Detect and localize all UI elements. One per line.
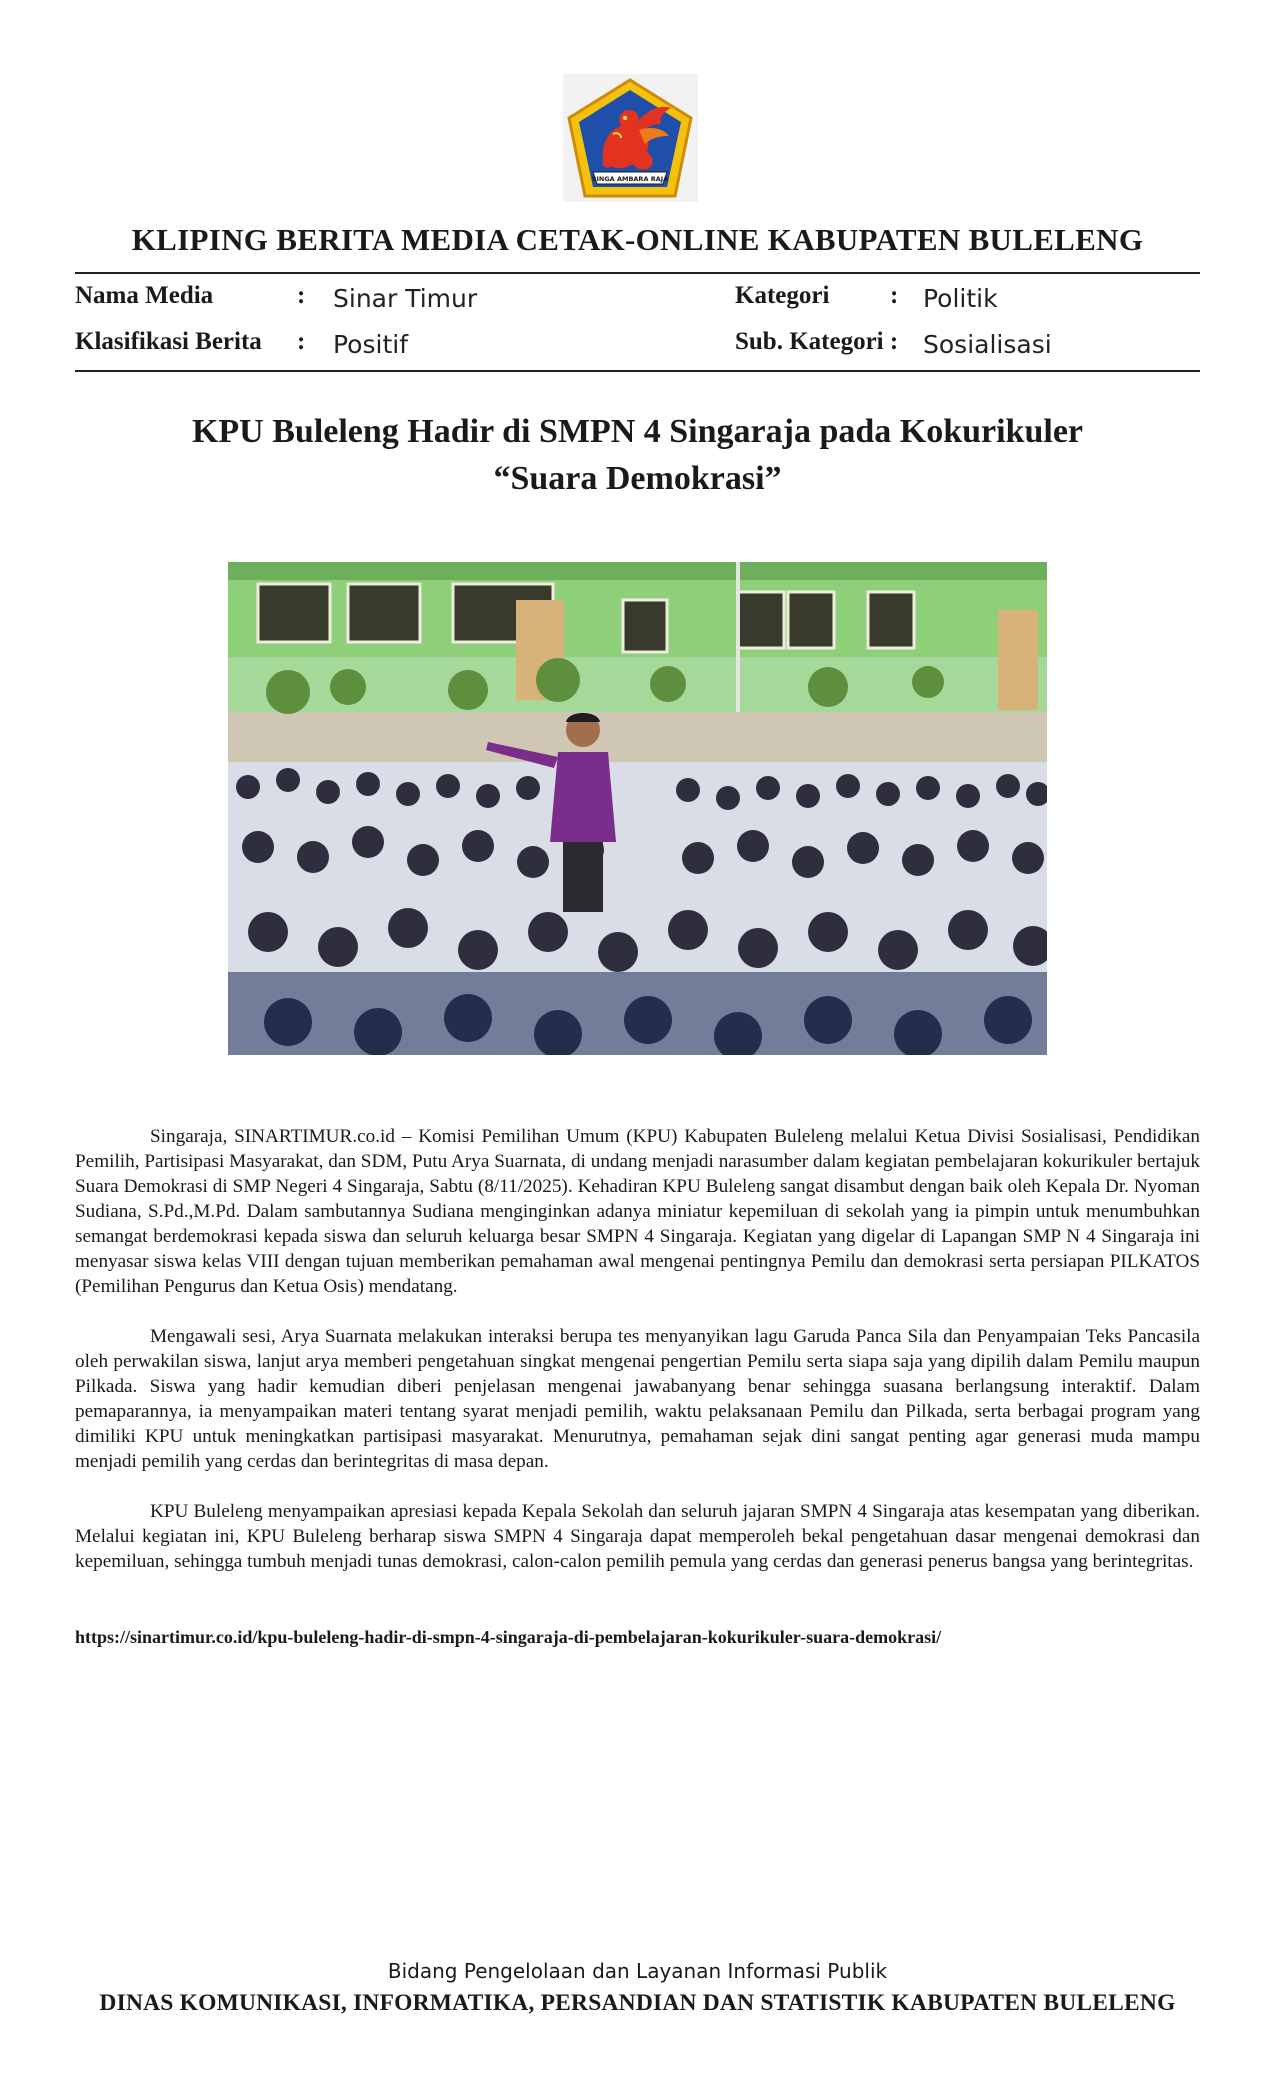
article-title <box>100 408 1175 502</box>
article-paragraph: KPU Buleleng menyampaikan apresiasi kepada Kepala Sekolah dan seluruh jajaran SMPN 4 Singaraja atas kesempatan yang diberikan. Melalui kegiatan ini, KPU Buleleng berharap siswa SMPN 4 Singaraja dapat memperoleh bekal pengetahuan dasar mengenai demokrasi dan kepemiluan, sehingga tumbuh menjadi tunas demokrasi, calon-calon pemilih pemula yang cerdas dan generasi penerus bangsa yang berintegritas. <box>75 1501 1200 1572</box>
kategori-colon: : <box>890 282 899 309</box>
buleleng-emblem-logo <box>563 74 698 202</box>
sub-kategori-value: Sosialisasi <box>923 330 1052 359</box>
kategori-label: Kategori <box>735 282 830 309</box>
nama-media-value: Sinar Timur <box>333 284 478 313</box>
header-divider-bottom <box>75 370 1200 372</box>
nama-media-label: Nama Media <box>75 282 214 309</box>
meta-row-1 <box>75 278 1200 318</box>
nama-media-colon: : <box>297 282 306 309</box>
article-title-line-1: KPU Buleleng Hadir di SMPN 4 Singaraja pada Kokurikuler <box>191 413 1084 450</box>
article-body <box>75 1124 1200 1599</box>
meta-row-2 <box>75 324 1200 364</box>
footer-agency: DINAS KOMUNIKASI, INFORMATIKA, PERSANDIAN DAN STATISTIK KABUPATEN BULELENG <box>99 1990 1176 2016</box>
sub-kategori-label: Sub. Kategori : <box>735 328 899 355</box>
klasifikasi-label: Klasifikasi Berita <box>75 328 262 355</box>
students-gathering-image <box>228 562 1047 1055</box>
article-title-line-2: “Suara Demokrasi” <box>493 460 782 497</box>
source-url-link[interactable]: https://sinartimur.co.id/kpu-buleleng-hadir-di-smpn-4-singaraja-di-pembelajaran-kokurikuler-suara-demokrasi/ <box>75 1627 942 1647</box>
article-paragraph: Mengawali sesi, Arya Suarnata melakukan interaksi berupa tes menyanyikan lagu Garuda Panca Sila dan Penyampaian Teks Pancasila oleh perwakilan siswa, lanjut arya memberi pengetahuan singkat mengenai pengertian Pemilu serta siapa saja yang dipilih dalam Pemilu maupun Pilkada. Siswa yang hadir kemudian diberi penjelasan mengenai jawabanyang benar sehingga suasana berlangsung interaktif. Dalam pemaparannya, ia menyampaikan materi tentang syarat menjadi pemilih, waktu pelaksanaan Pemilu dan Pilkada, serta berbagai program yang dimiliki KPU untuk meningkatkan partisipasi masyarakat. Menurutnya, pemahaman sejak dini sangat penting agar generasi muda mampu menjadi pemilih yang cerdas dan berintegritas di masa depan. <box>75 1326 1200 1472</box>
header-divider-top <box>75 272 1200 274</box>
footer-department: Bidang Pengelolaan dan Layanan Informasi Publik <box>387 1959 888 1983</box>
emblem-icon <box>563 74 698 202</box>
clipping-header-title: KLIPING BERITA MEDIA CETAK-ONLINE KABUPATEN BULELENG <box>131 222 1144 257</box>
emblem-motto: SINGA AMBARA RAJA <box>591 175 669 183</box>
kategori-value: Politik <box>923 284 998 313</box>
article-photo <box>228 562 1047 1055</box>
klasifikasi-value: Positif <box>333 330 408 359</box>
article-paragraph: Singaraja, SINARTIMUR.co.id – Komisi Pemilihan Umum (KPU) Kabupaten Buleleng melalui Ketua Divisi Sosialisasi, Pendidikan Pemilih, Partisipasi Masyarakat, dan SDM, Putu Arya Suarnata, di undang menjadi narasumber dalam kegiatan pembelajaran kokurikuler bertajuk Suara Demokrasi di SMP Negeri 4 Singaraja, Sabtu (8/11/2025). Kehadiran KPU Buleleng sangat disambut dengan baik oleh Kepala Dr. Nyoman Sudiana, S.Pd.,M.Pd. Dalam sambutannya Sudiana menginginkan adanya miniatur kepemiluan di sekolah yang ia pimpin untuk menumbuhkan semangat berdemokrasi kepada siswa dan seluruh keluarga besar SMPN 4 Singaraja. Kegiatan yang digelar di Lapangan SMP N 4 Singaraja ini menyasar siswa kelas VIII dengan tujuan memberikan pemahaman awal mengenai pentingnya Pemilu dan demokrasi serta persiapan PILKATOS (Pemilihan Pengurus dan Ketua Osis) mendatang. <box>75 1126 1200 1297</box>
klasifikasi-colon: : <box>297 328 306 355</box>
